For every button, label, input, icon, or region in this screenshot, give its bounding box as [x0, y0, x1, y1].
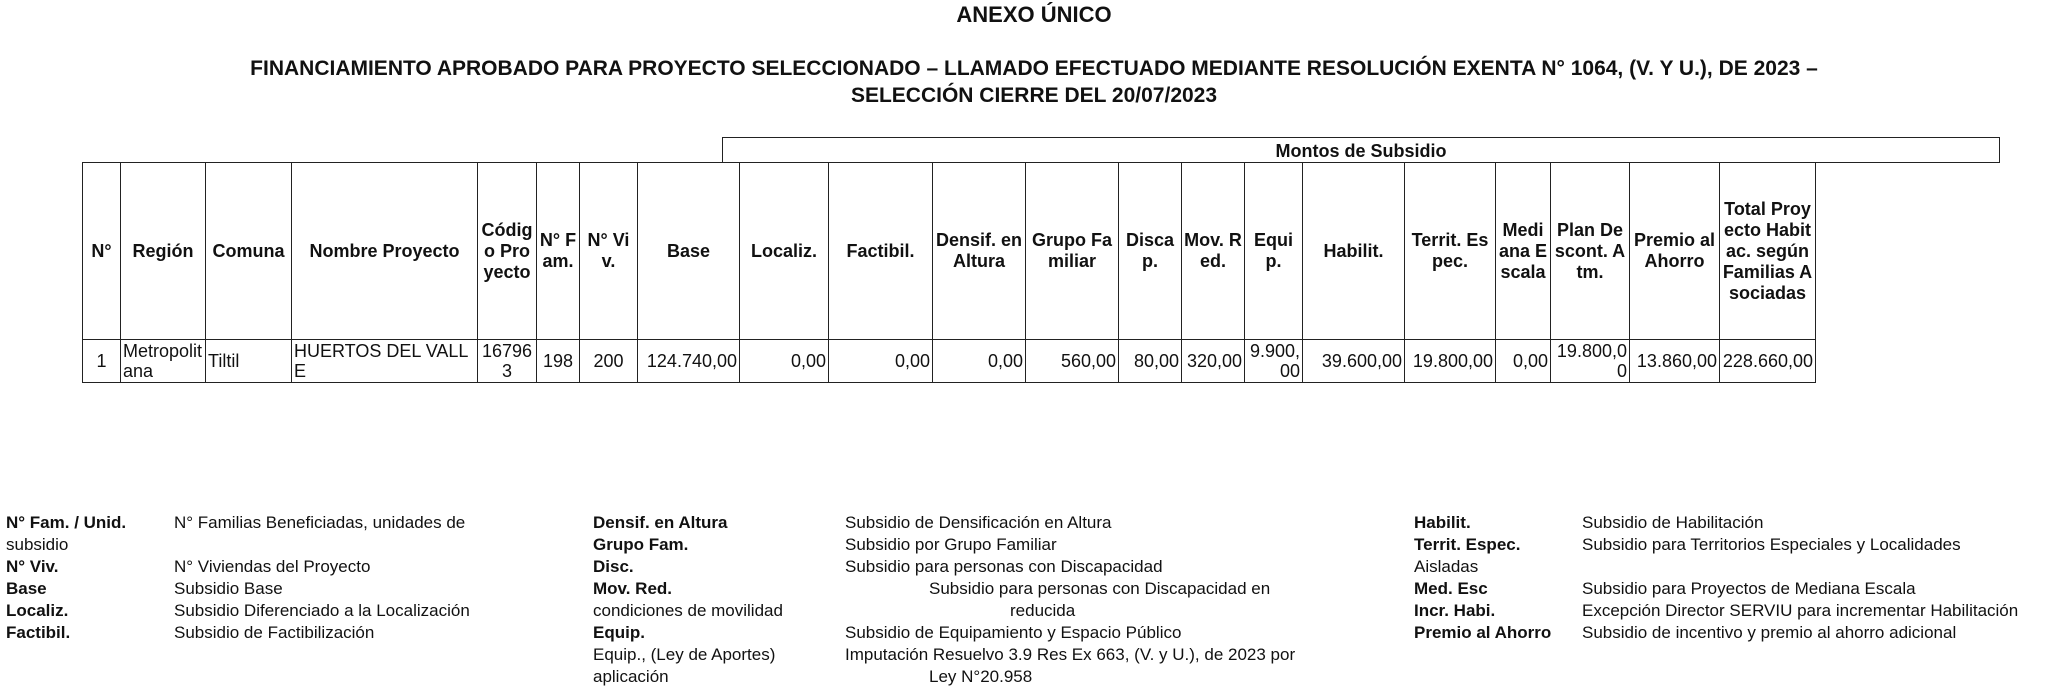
col-header-equip: Equip. — [1245, 163, 1303, 340]
col-header-fam: N° Fam. — [537, 163, 580, 340]
legend-desc-extra: Aisladas — [1414, 557, 1479, 576]
legend-term: Habilit. — [1414, 513, 1471, 532]
legend-term: N° Viv. — [6, 557, 59, 576]
legend-term: Premio al Ahorro — [1414, 623, 1552, 642]
cell-premio: 13.860,00 — [1630, 340, 1720, 383]
cell-total: 228.660,00 — [1720, 340, 1816, 383]
col-header-nombre: Nombre Proyecto — [292, 163, 478, 340]
cell-mediana: 0,00 — [1496, 340, 1551, 383]
col-header-territ: Territ. Espec. — [1405, 163, 1496, 340]
legend-term: Territ. Espec. — [1414, 535, 1521, 554]
legend-desc: Excepción Director SERVIU para incrementar Habilitación — [1582, 601, 2019, 620]
page-title: ANEXO ÚNICO — [956, 2, 1112, 27]
cell-movred: 320,00 — [1182, 340, 1245, 383]
legend-desc: Subsidio de Equipamiento y Espacio Público — [845, 623, 1182, 642]
subtitle-line-1: FINANCIAMIENTO APROBADO PARA PROYECTO SELECCIONADO – LLAMADO EFECTUADO MEDIANTE RESOLUCIÓN EXENTA N° 1064, (V. Y U.), DE 2023 – — [250, 57, 1818, 80]
legend-desc: Subsidio para personas con Discapacidad en — [929, 579, 1271, 598]
legend-term: Grupo Fam. — [593, 535, 689, 554]
projects-table — [82, 162, 1816, 383]
col-header-mediana: Mediana Escala — [1496, 163, 1551, 340]
legend-term: Med. Esc — [1414, 579, 1488, 598]
legend-term: Equip. — [593, 623, 645, 642]
cell-codigo: 167963 — [478, 340, 537, 383]
legend-desc: Subsidio de incentivo y premio al ahorro adicional — [1582, 623, 1957, 642]
subtitle-line-2: SELECCIÓN CIERRE DEL 20/07/2023 — [850, 84, 1218, 107]
col-header-grupo: Grupo Familiar — [1026, 163, 1119, 340]
group-header-label: Montos de Subsidio — [1275, 141, 1447, 161]
legend-desc: Subsidio Diferenciado a la Localización — [174, 601, 470, 620]
col-header-region: Región — [121, 163, 206, 340]
legend-desc: Subsidio para Proyectos de Mediana Escala — [1582, 579, 1916, 598]
legend-desc-extra: aplicación — [593, 667, 669, 686]
cell-plan: 19.800,00 — [1551, 340, 1630, 383]
legend-term: Incr. Habi. — [1414, 601, 1496, 620]
cell-fam: 198 — [537, 340, 580, 383]
legend-desc: Subsidio por Grupo Familiar — [845, 535, 1057, 554]
legend-desc: Imputación Resuelvo 3.9 Res Ex 663, (V. y U.), de 2023 por — [845, 645, 1296, 664]
legend-term: Densif. en Altura — [593, 513, 728, 532]
col-header-discap: Discap. — [1119, 163, 1182, 340]
col-header-localiz: Localiz. — [740, 163, 829, 340]
legend-desc-extra: subsidio — [6, 535, 69, 554]
legend-term: N° Fam. / Unid. — [6, 513, 127, 532]
col-header-habilit: Habilit. — [1303, 163, 1405, 340]
legend-desc: Subsidio Base — [174, 579, 283, 598]
legend-desc: Subsidio para personas con Discapacidad — [845, 557, 1163, 576]
legend-term: Mov. Red. — [593, 579, 673, 598]
legend-desc-extra: condiciones de movilidad — [593, 601, 783, 620]
legend-desc: N° Viviendas del Proyecto — [174, 557, 371, 576]
col-header-plan: Plan Descont. Atm. — [1551, 163, 1630, 340]
col-header-comuna: Comuna — [206, 163, 292, 340]
legend-term: Disc. — [593, 557, 634, 576]
table-header-row — [83, 163, 1816, 340]
col-header-total: Total Proyecto Habitac. según Familias Asociadas — [1720, 163, 1816, 340]
col-header-premio: Premio al Ahorro — [1630, 163, 1720, 340]
cell-localiz: 0,00 — [740, 340, 829, 383]
legend-desc: Subsidio de Habilitación — [1582, 513, 1764, 532]
legend-desc: Subsidio de Densificación en Altura — [845, 513, 1112, 532]
col-header-base: Base — [638, 163, 740, 340]
cell-comuna: Tiltil — [206, 340, 292, 383]
cell-nombre: HUERTOS DEL VALLE — [292, 340, 478, 383]
cell-base: 124.740,00 — [638, 340, 740, 383]
table-row — [83, 340, 1816, 383]
cell-grupo: 560,00 — [1026, 340, 1119, 383]
cell-equip: 9.900,00 — [1245, 340, 1303, 383]
col-header-n: N° — [83, 163, 121, 340]
legend-desc: Subsidio de Factibilización — [174, 623, 375, 642]
cell-n: 1 — [83, 340, 121, 383]
cell-densif: 0,00 — [933, 340, 1026, 383]
legend-desc-extra: Ley N°20.958 — [929, 667, 1033, 686]
cell-habilit: 39.600,00 — [1303, 340, 1405, 383]
cell-discap: 80,00 — [1119, 340, 1182, 383]
legend-term: Localiz. — [6, 601, 69, 620]
col-header-densif: Densif. en Altura — [933, 163, 1026, 340]
col-header-factibil: Factibil. — [829, 163, 933, 340]
cell-region: Metropolitana — [121, 340, 206, 383]
legend-desc: N° Familias Beneficiadas, unidades de — [174, 513, 466, 532]
col-header-viv: N° Viv. — [580, 163, 638, 340]
legend-term: Base — [6, 579, 47, 598]
col-header-codigo: Código Proyecto — [478, 163, 537, 340]
page-subtitle — [0, 55, 2068, 109]
col-header-movred: Mov. Red. — [1182, 163, 1245, 340]
legend-term: Equip., (Ley de Aportes) — [593, 645, 776, 664]
cell-factibil: 0,00 — [829, 340, 933, 383]
legend-term: Factibil. — [6, 623, 71, 642]
cell-territ: 19.800,00 — [1405, 340, 1496, 383]
legend-desc: Subsidio para Territorios Especiales y Localidades — [1582, 535, 1961, 554]
subsidy-amounts-group-header — [722, 137, 2000, 163]
legend-desc-extra: reducida — [1010, 601, 1076, 620]
cell-viv: 200 — [580, 340, 638, 383]
